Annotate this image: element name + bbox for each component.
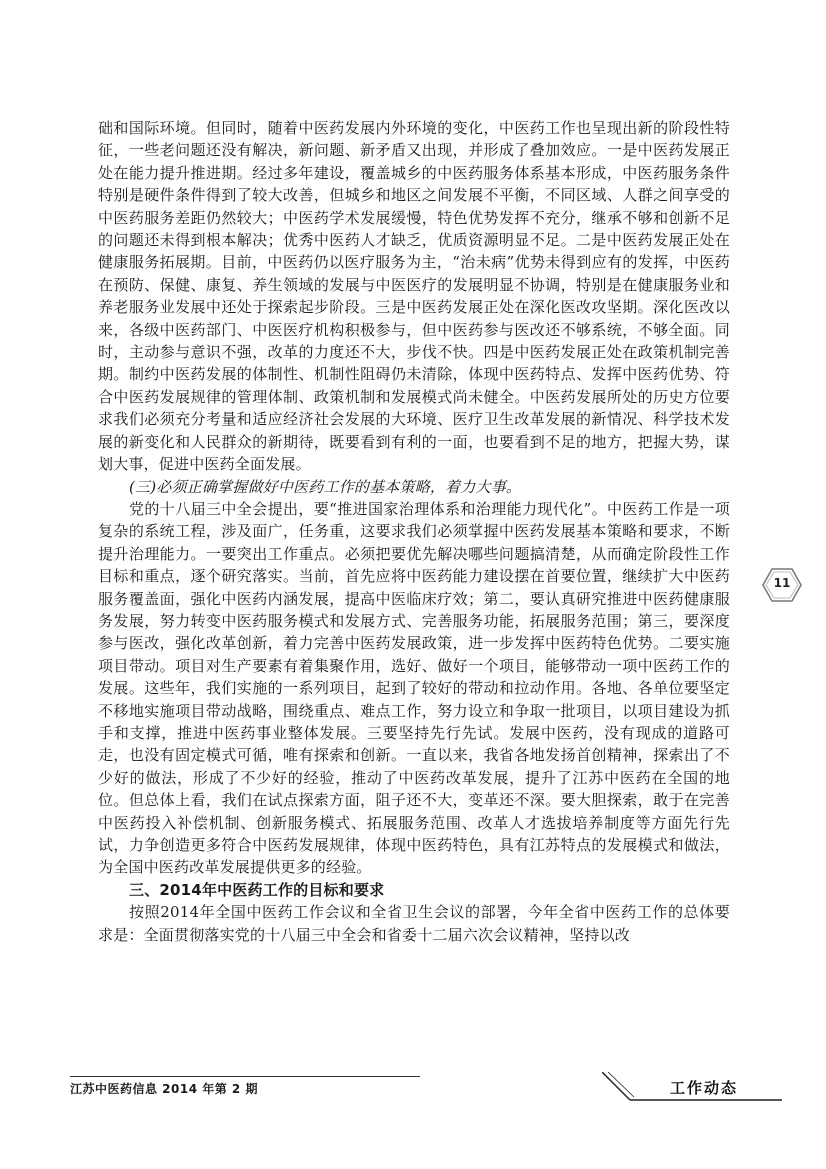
body-paragraph: 按照2014年全国中医药工作会议和全省卫生会议的部署，今年全省中医药工作的总体要求是：全面贯彻落实党的十八届三中全会和省委十二届六次会议精神，坚持以改 xyxy=(98,903,730,944)
article-body xyxy=(98,117,730,946)
body-paragraph: 党的十八届三中全会提出，要“推进国家治理体系和治理能力现代化”。中医药工作是一项复杂的系统工程，涉及面广，任务重，这要求我们必须掌握中医药发展基本策略和要求，不断提升治理能力。一要突出工作重点。必须把要优先解决哪些问题搞清楚，从而确定阶段性工作目标和重点，逐个研究落实。当前，首先应将中医药能力建设摆在首要位置，继续扩大中医药服务覆盖面，强化中医药内涵发展，提高中医临床疗效；第二，要认真研究推进中医药健康服务发展，努力转变中医药服务模式和发展方式、完善服务功能，拓展服务范围；第三，要深度参与医改，强化改革创新，着力完善中医药发展政策，进一步发挥中医药特色优势。二要实施项目带动。项目对生产要素有着集聚作用，选好、做好一个项目，能够带动一项中医药工作的发展。这些年，我们实施的一系列项目，起到了较好的带动和拉动作用。各地、各单位要坚定不移地实施项目带动战略，围绕重点、难点工作，努力设立和争取一批项目，以项目建设为抓手和支撑，推进中医药事业整体发展。三要坚持先行先试。发展中医药，没有现成的道路可走，也没有固定模式可循，唯有探索和创新。一直以来，我省各地发扬首创精神，探索出了不少好的做法，形成了不少好的经验，推动了中医药改革发展，提升了江苏中医药在全国的地位。但总体上看，我们在试点探索方面，阻子还不大，变革还不深。要大胆探索，敢于在完善中医药投入补偿机制、创新服务模式、拓展服务范围、改革人才选拔培养制度等方面先行先试，力争创造更多符合中医药发展规律，体现中医药特色，具有江苏特点的发展模式和做法，为全国中医药改革发展提供更多的经验。 xyxy=(98,499,730,877)
footer-journal-name: 江苏中医药信息 2014 年第 2 期 xyxy=(70,1082,258,1096)
body-paragraph-continued: 础和国际环境。但同时，随着中医药发展内外环境的变化，中医药工作也呈现出新的阶段性特征，一些老问题还没有解决，新问题、新矛盾又出现，并形成了叠加效应。一是中医药发展正处在能力提升推进期。经过多年建设，覆盖城乡的中医药服务体系基本形成，中医药服务条件特别是硬件条件得到了较大改善，但城乡和地区之间发展不平衡，不同区域、人群之间享受的中医药服务差距仍然较大；中医药学术发展缓慢，特色优势发挥不充分，继承不够和创新不足的问题还未得到根本解决；优秀中医药人才缺乏，优质资源明显不足。二是中医药发展正处在健康服务拓展期。目前，中医药仍以医疗服务为主，“治未病”优势未得到应有的发挥，中医药在预防、保健、康复、养生领域的发展与中医医疗的发展明显不协调，特别是在健康服务业和养老服务业发展中还处于探索起步阶段。三是中医药发展正处在深化医改攻坚期。深化医改以来，各级中医药部门、中医医疗机构积极参与，但中医药参与医改还不够系统，不够全面。同时，主动参与意识不强，改革的力度还不大，步伐不快。四是中医药发展正处在政策机制完善期。制约中医药发展的体制性、机制性阻碍仍未清除，体现中医药特点、发挥中医药优势、符合中医药发展规律的管理体制、政策机制和发展模式尚未健全。中医药发展所处的历史方位要求我们必须充分考量和适应经济社会发展的大环境、医疗卫生改革发展的新情况、科学技术发展的新变化和人民群众的新期待，既要看到有利的一面，也要看到不足的地方，把握大势，谋划大事，促进中医药全面发展。 xyxy=(98,119,730,474)
page-number-badge xyxy=(762,568,802,602)
section-heading: 三、2014年中医药工作的目标和要求 xyxy=(129,880,385,899)
subsection-heading: (三)必须正确掌握做好中医药工作的基本策略，着力大事。 xyxy=(129,477,522,496)
footer-divider xyxy=(70,1076,420,1077)
footer-section-label: 工作动态 xyxy=(670,1079,739,1097)
page-number: 11 xyxy=(773,576,791,590)
